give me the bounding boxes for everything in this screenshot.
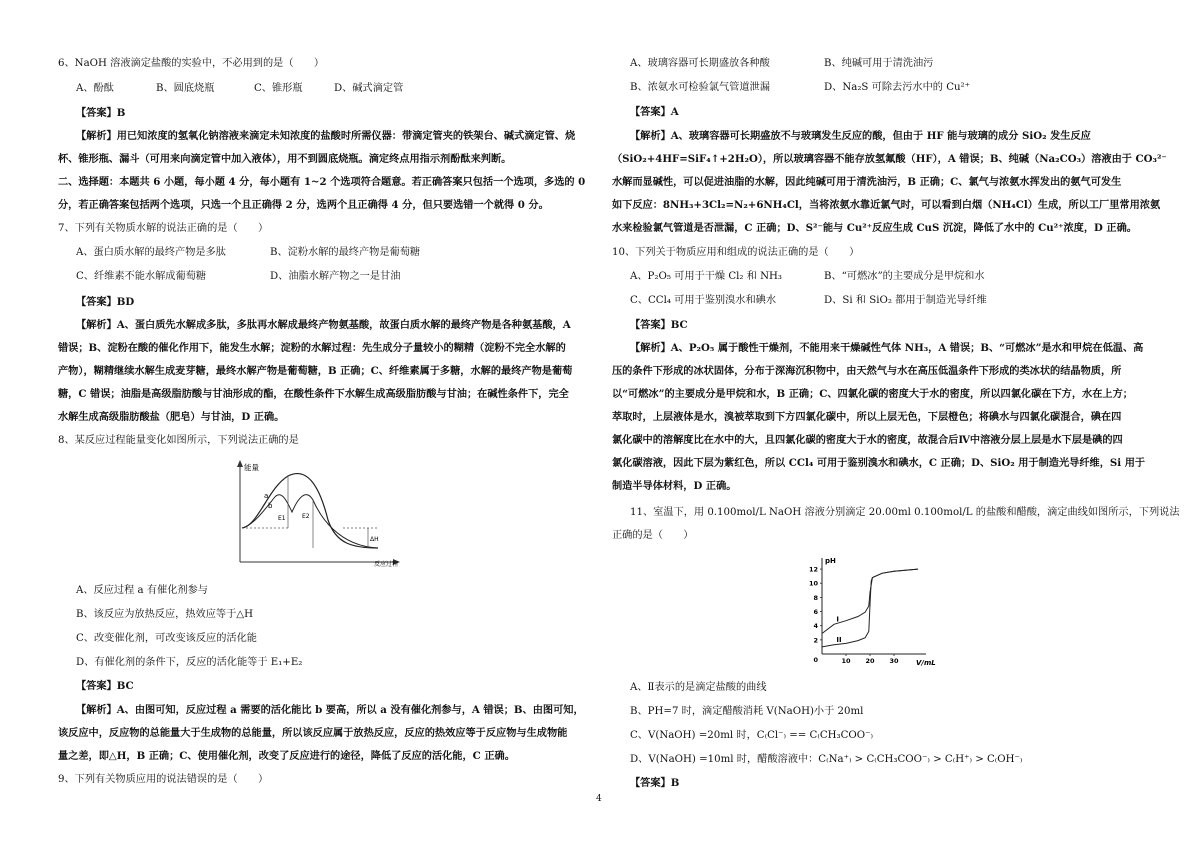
q7-analysis-line: 糖，C 错误；油脂是高级脂肪酸与甘油形成的酯，在酸性条件下水解生成高级脂肪酸与甘油；在碱性条件下，完全 <box>58 388 569 400</box>
q9-analysis-line: （SiO₂+4HF=SiF₄↑+2H₂O），所以玻璃容器不能存放氢氟酸（HF），A 错误；B、纯碱（Na₂CO₃）溶液由于 CO₃²⁻ <box>612 153 1167 165</box>
curve-a <box>242 474 378 548</box>
q10-option-d: D、Si 和 SiO₂ 都用于制造光导纤维 <box>824 295 987 306</box>
series-label-1: I <box>836 615 840 624</box>
y-axis-label: pH <box>825 557 836 565</box>
q6-option-d: D、碱式滴定管 <box>334 83 404 94</box>
q10-analysis-line: 以“可燃冰”的主要成分是甲烷和水，B 正确；C、四氯化碳的密度大于水的密度，所以四氯化碳在下方，水在上方； <box>612 388 1133 400</box>
q9-option-a: A、玻璃容器可长期盛放各种酸 <box>630 58 770 69</box>
q6-option-c: C、锥形瓶 <box>254 83 303 94</box>
energy-label-b: b <box>268 502 273 510</box>
q9-option-c: B、浓氨水可检验氯气管道泄漏 <box>630 82 770 93</box>
q10-answer: 【答案】BC <box>630 319 688 331</box>
q9-option-b: B、纯碱可用于清洗油污 <box>824 58 934 69</box>
titration-chart <box>800 554 940 672</box>
q8-analysis-line: 量之差，即△H，B 正确；C、使用催化剂，改变了反应进行的途径，降低了反应的活化能，C 正确。 <box>58 750 515 762</box>
q9-option-d: D、Na₂S 可除去污水中的 Cu²⁺ <box>824 82 971 93</box>
q8-analysis-line: 该反应中，反应物的总能量大于生成物的总能量，所以该反应属于放热反应，反应的热效应等于反应物与生成物能 <box>58 727 568 739</box>
series-label-2: II <box>836 635 842 644</box>
q11-option-c: C、V(NaOH) =20ml 时，C₍Cl⁻₎ == C₍CH₃COO⁻₎ <box>630 730 873 741</box>
energy-label-a: a <box>264 492 269 500</box>
q9-analysis-line: 水解而显碱性，可以促进油脂的水解，因此纯碱可用于清洗油污，B 正确；C、氯气与浓氨水挥发出的氨气可发生 <box>612 176 1122 188</box>
q7-analysis-line: 错误；B、淀粉在酸的催化作用下，能发生水解；淀粉的水解过程：先生成分子量较小的糊精（淀粉不完全水解的 <box>58 342 566 354</box>
q10-analysis-line: 压的条件下形成的冰状固体，分布于深海沉积物中，由天然气与水在高压低温条件下形成的类冰状的结晶物质，所 <box>612 365 1122 377</box>
q8-answer: 【答案】BC <box>76 680 134 692</box>
section-heading: 分，若正确答案包括两个选项，只选一个且正确得 2 分，选两个且正确得 4 分，但只要选错一个就得 0 分。 <box>58 199 549 211</box>
q9-stem: 9、下列有关物质应用的说法错误的是（ ） <box>58 774 269 785</box>
q10-analysis-line: 氯化碳溶液，因此下层为紫红色，所以 CCl₄ 可用于鉴别溴水和碘水，C 正确；D、SiO₂ 用于制造光导纤维，Si 用于 <box>612 457 1146 469</box>
q8-analysis-line: 【解析】A、由图可知，反应过程 a 需要的活化能比 b 要高，所以 a 没有催化剂参与，A 错误；B、由图可知， <box>76 704 584 716</box>
q11-option-a: A、Ⅱ表示的是滴定盐酸的曲线 <box>630 682 767 693</box>
y-tick-label: 6 <box>813 608 818 617</box>
q6-option-a: A、酚酞 <box>76 83 114 94</box>
x-tick-label: 20 <box>865 657 875 665</box>
q9-analysis-line: 水来检验氯气管道是否泄漏，C 正确；D、S²⁻能与 Cu²⁺反应生成 CuS 沉淀，降低了水中的 Cu²⁺浓度，D 正确。 <box>612 222 1137 234</box>
q10-analysis-line: 氯化碳中的溶解度比在水中的大，且四氯化碳的密度大于水的密度，故混合后Ⅳ中溶液分层上层是水下层是碘的四 <box>612 434 1123 446</box>
q6-stem: 6、NaOH 溶液滴定盐酸的实验中，不必用到的是（ ） <box>58 58 325 69</box>
q7-option-c: C、纤维素不能水解成葡萄糖 <box>76 271 207 282</box>
page-number: 4 <box>596 794 602 804</box>
q11-option-b: B、PH=7 时，滴定醋酸消耗 V(NaOH)小于 20ml <box>630 706 864 717</box>
q8-stem: 8、某反应过程能量变化如图所示，下列说法正确的是 <box>58 435 299 446</box>
q10-analysis-line: 【解析】A、P₂O₅ 属于酸性干燥剂，不能用来干燥碱性气体 NH₃，A 错误；B、“可燃冰”是水和甲烷在低温、高 <box>630 342 1144 354</box>
y-tick-label: 12 <box>808 565 818 574</box>
energy-y-label: 能量 <box>244 463 259 472</box>
q7-answer: 【答案】BD <box>76 296 135 308</box>
q11-stem: 正确的是（ ） <box>612 530 694 541</box>
energy-x-label: 反应过程 <box>374 561 399 568</box>
x-axis-label: V/mL <box>916 659 936 667</box>
q7-option-b: B、淀粉水解的最终产物是葡萄糖 <box>270 247 421 258</box>
energy-label-dh: ΔH <box>370 536 379 543</box>
y-tick-label: 4 <box>813 622 818 631</box>
q8-option-d: D、有催化剂的条件下，反应的活化能等于 E₁+E₂ <box>76 657 303 668</box>
y-tick-label: 10 <box>808 579 818 588</box>
q10-option-b: B、“可燃冰”的主要成分是甲烷和水 <box>824 271 985 282</box>
q10-option-a: A、P₂O₅ 可用于干燥 Cl₂ 和 NH₃ <box>630 271 783 282</box>
q10-analysis-line: 萃取时，上层液体是水，溴被萃取到下方四氯化碳中，所以上层无色，下层橙色；将碘水与四氯化碳混合，碘在四 <box>612 411 1122 423</box>
q9-analysis-line: 【解析】A、玻璃容器可长期盛放不与玻璃发生反应的酸，但由于 HF 能与玻璃的成分 SiO₂ 发生反应 <box>630 130 1091 142</box>
q8-option-c: C、改变催化剂，可改变该反应的活化能 <box>76 633 257 644</box>
q8-option-a: A、反应过程 a 有催化剂参与 <box>76 585 208 596</box>
q11-stem: 11、室温下，用 0.100mol/L NaOH 溶液分别滴定 20.00ml 0.100mol/L 的盐酸和醋酸，滴定曲线如图所示，下列说法 <box>630 507 1180 518</box>
x-tick-label: 10 <box>841 657 851 665</box>
q7-option-d: D、油脂水解产物之一是甘油 <box>270 271 401 282</box>
q9-analysis-line: 如下反应：8NH₃+3Cl₂=N₂+6NH₄Cl，当将浓氨水靠近氯气时，可以看到白烟（NH₄Cl）生成，所以工厂里常用浓氨 <box>612 199 1161 211</box>
energy-label-e2: E2 <box>302 513 310 520</box>
q6-analysis-line: 杯、锥形瓶、漏斗（可用来向滴定管中加入液体），用不到圆底烧瓶。滴定终点用指示剂酚酞来判断。 <box>58 153 512 165</box>
q9-answer: 【答案】A <box>630 106 679 118</box>
energy-diagram <box>228 458 448 568</box>
q6-analysis-line: 【解析】用已知浓度的氢氧化钠溶液来滴定未知浓度的盐酸时所需仪器：带滴定管夹的铁架台、碱式滴定管、烧 <box>76 130 576 142</box>
q10-stem: 10、下列关于物质应用和组成的说法正确的是（ ） <box>612 247 860 258</box>
section-heading: 二、选择题：本题共 6 小题，每小题 4 分，每小题有 1~2 个选项符合题意。若正确答案只包括一个选项，多选的 0 <box>58 176 586 188</box>
q6-answer: 【答案】B <box>76 107 126 119</box>
y-tick-label: 2 <box>813 636 818 645</box>
curve-b <box>242 495 378 548</box>
q11-option-d: D、V(NaOH) =10ml 时，醋酸溶液中：C₍Na⁺₎ > C₍CH₃COO⁻₎ > C₍H⁺₎ > C₍OH⁻₎ <box>630 754 1023 765</box>
q10-analysis-line: 制造半导体材料，D 正确。 <box>612 480 737 492</box>
origin-label: 0 <box>813 656 818 664</box>
q7-analysis-line: 【解析】A、蛋白质先水解成多肽，多肽再水解成最终产物氨基酸，故蛋白质水解的最终产物是各种氨基酸，A <box>76 319 571 331</box>
q7-analysis-line: 水解生成高级脂肪酸盐（肥皂）与甘油，D 正确。 <box>58 411 285 423</box>
q8-option-b: B、该反应为放热反应，热效应等于△H <box>76 609 254 620</box>
x-tick-label: 30 <box>889 657 899 665</box>
q10-option-c: C、CCl₄ 可用于鉴别溴水和碘水 <box>630 295 777 306</box>
q11-answer: 【答案】B <box>630 777 680 789</box>
energy-label-e1: E1 <box>278 515 286 522</box>
y-tick-label: 8 <box>813 593 818 602</box>
q7-stem: 7、下列有关物质水解的说法正确的是（ ） <box>58 223 269 234</box>
q7-analysis-line: 产物），糊精继续水解生成麦芽糖，最终水解产物是葡萄糖，B 正确；C、纤维素属于多糖，水解的最终产物是葡萄 <box>58 365 573 377</box>
q7-option-a: A、蛋白质水解的最终产物是多肽 <box>76 247 226 258</box>
q6-option-b: B、圆底烧瓶 <box>156 83 215 94</box>
